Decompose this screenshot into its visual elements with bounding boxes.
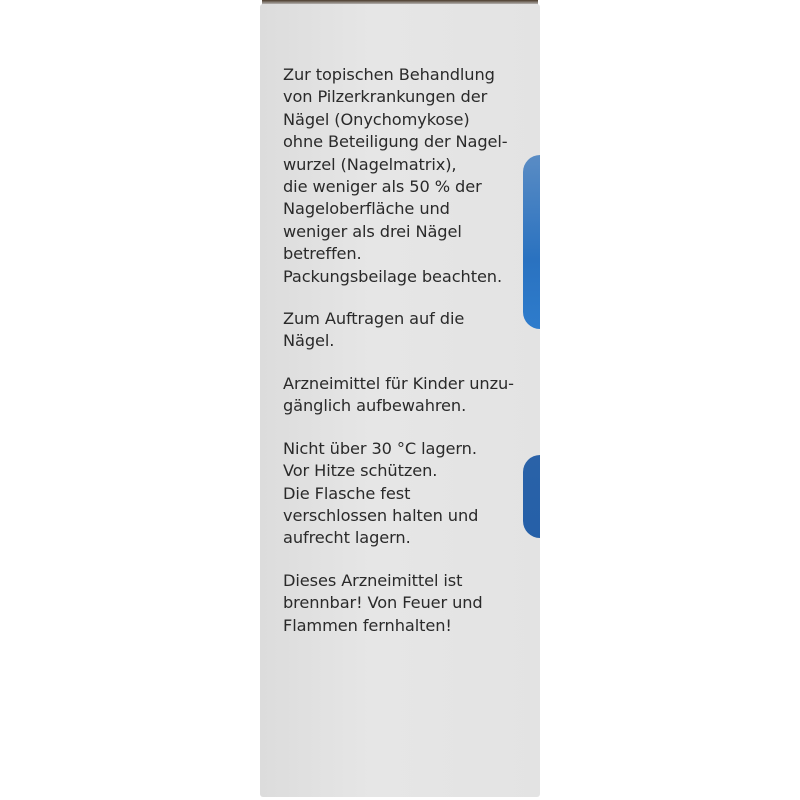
text-line: Nicht über 30 °C lagern. — [283, 438, 477, 458]
text-line: Zur topischen Behandlung — [283, 65, 495, 84]
text-line: Packungsbeilage beachten. — [283, 266, 503, 286]
text-line: betreffen. — [283, 244, 362, 264]
text-line: brennbar! Von Feuer und — [283, 593, 483, 613]
text-line: Zum Auftragen auf die — [283, 309, 465, 329]
text-line: von Pilzerkrankungen der — [283, 87, 488, 107]
text-line: Nägel (Onychomykose) — [283, 109, 470, 129]
text-line: wurzel (Nagelmatrix), — [283, 154, 457, 174]
text-line: Nägel. — [283, 331, 335, 351]
text-line: Nageloberfläche und — [283, 199, 450, 219]
text-line: gänglich aufbewahren. — [283, 396, 467, 416]
text-line: weniger als drei Nägel — [283, 221, 462, 241]
text-line: ohne Beteiligung der Nagel- — [283, 132, 508, 152]
text-paragraph — [283, 373, 533, 418]
text-paragraph — [283, 308, 533, 353]
text-paragraph — [283, 64, 533, 288]
text-paragraph — [283, 438, 533, 550]
text-paragraph — [283, 570, 533, 637]
package-text — [283, 64, 533, 657]
text-line: die weniger als 50 % der — [283, 177, 482, 197]
text-line: Flammen fernhalten! — [283, 615, 452, 635]
text-line: aufrecht lagern. — [283, 528, 411, 548]
text-line: Arzneimittel für Kinder unzu- — [283, 373, 514, 393]
text-line: Dieses Arzneimittel ist — [283, 570, 463, 590]
text-line: Vor Hitze schützen. — [283, 461, 438, 481]
text-line: verschlossen halten und — [283, 505, 479, 525]
text-line: Die Flasche fest — [283, 483, 411, 503]
